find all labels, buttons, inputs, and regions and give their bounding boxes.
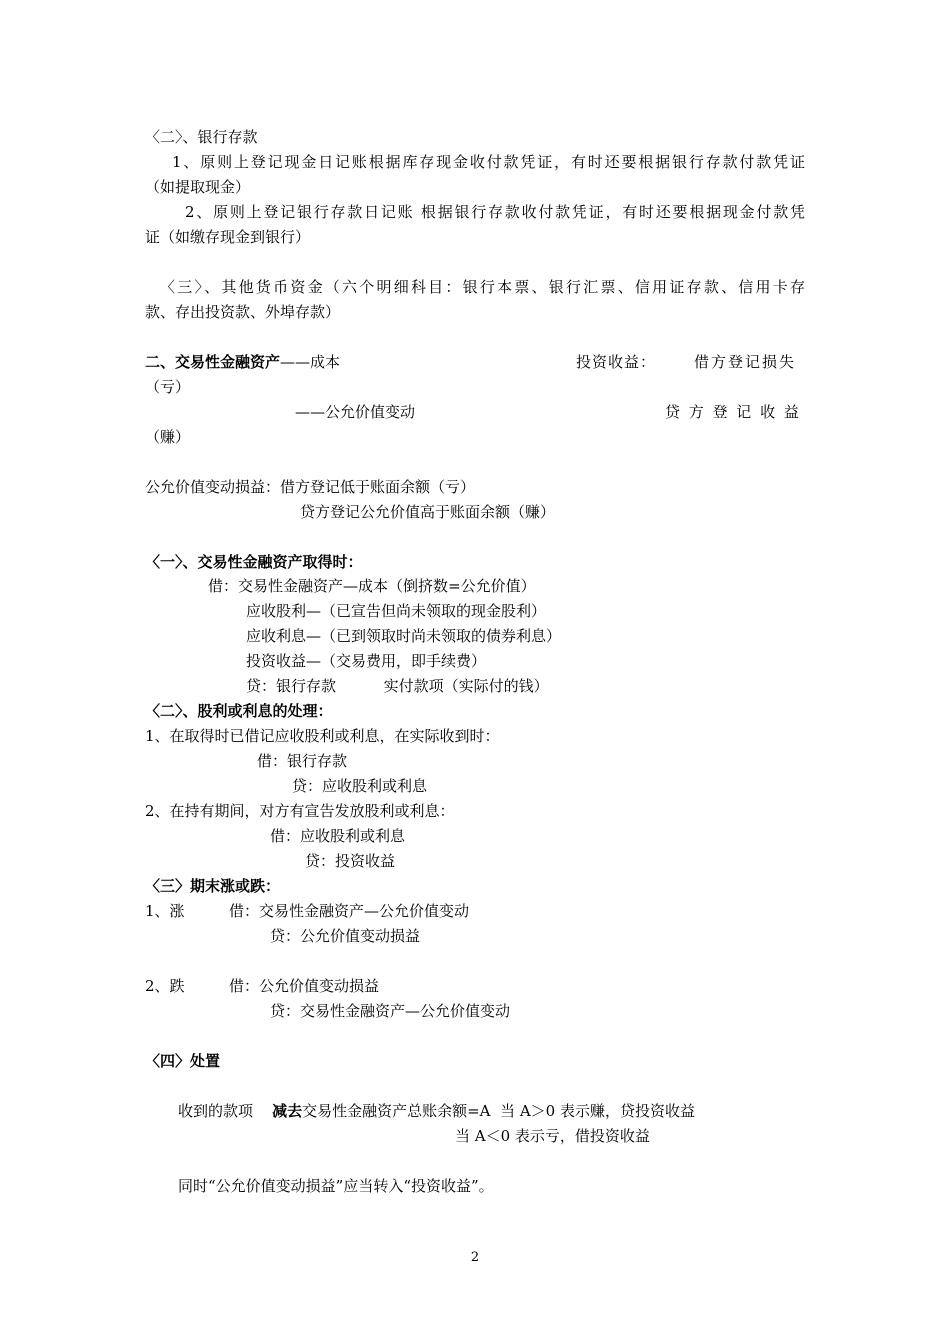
acquisition-credit-bank: 贷：银行存款 实付款项（实际付的钱） [246, 677, 549, 695]
fv-gain-loss-credit: 贷方登记公允价值高于账面余额（赚） [300, 503, 556, 521]
acquisition-debit-cost: 借：交易性金融资产—成本（倒挤数=公允价值） [208, 577, 536, 595]
disposal-formula-text: 交易性金融资产总账余额=A 当 A＞0 表示赚，贷投资收益 [302, 1102, 695, 1120]
investment-income-credit: 贷 方 登 记 收 益 [665, 403, 801, 421]
disposal-formula-loss: 当 A＜0 表示亏，借投资收益 [455, 1127, 650, 1145]
period-end-heading: 〈三〉期末涨或跌： [145, 877, 281, 895]
acquisition-interest-receivable: 应收利息—（已到领取时尚未领取的债券利息） [246, 627, 562, 645]
bank-deposit-paragraph-1-wrap: （如提取现金） [145, 178, 251, 196]
dividends-item-2: 2、在持有期间，对方有宣告发放股利或利息： [145, 802, 455, 820]
investment-income-label: 投资收益： [576, 353, 657, 371]
bank-deposit-paragraph-2: 2、原则上登记银行存款日记账 根据银行存款收付款凭证，有时还要根据现金付款凭 [185, 203, 805, 221]
other-funds-paragraph: 〈三〉、其他货币资金（六个明细科目：银行本票、银行汇票、信用证存款、信用卡存 [160, 278, 805, 296]
bank-deposit-heading: 〈二〉、银行存款 [145, 128, 258, 146]
fair-value-change-line: ——公允价值变动 [295, 403, 416, 421]
disposal-heading: 〈四〉处置 [145, 1052, 221, 1070]
page-number: 2 [470, 1250, 480, 1265]
section-2-title-bold: 二、交易性金融资产 [145, 353, 281, 371]
rise-label: 1、涨 [145, 902, 185, 920]
dividends-item-1-credit: 贷：应收股利或利息 [292, 777, 428, 795]
other-funds-paragraph-wrap: 款、存出投资款、外埠存款） [145, 303, 341, 321]
investment-income-debit-wrap: （亏） [145, 378, 191, 396]
disposal-formula [178, 1101, 695, 1121]
fv-gain-loss-debit: 公允价值变动损益：借方登记低于账面余额（亏） [145, 478, 476, 496]
dividends-item-2-debit: 借：应收股利或利息 [270, 827, 406, 845]
investment-income-debit: 借方登记损失 [694, 353, 797, 371]
bank-deposit-paragraph-1: 1、原则上登记现金日记账根据库存现金收付款凭证，有时还要根据银行存款付款凭证 [172, 153, 805, 171]
acquisition-investment-income: 投资收益—（交易费用，即手续费） [246, 652, 487, 670]
dividends-item-1: 1、在取得时已借记应收股利或利息，在实际收到时： [145, 727, 500, 745]
bank-deposit-paragraph-2-wrap: 证（如缴存现金到银行） [145, 228, 311, 246]
dividends-item-2-credit: 贷：投资收益 [305, 852, 396, 870]
dividends-item-1-debit: 借：银行存款 [257, 752, 348, 770]
disposal-received: 收到的款项 [178, 1102, 254, 1120]
section-2-title-rest: ——成本 [280, 353, 341, 371]
fall-debit: 借：公允价值变动损益 [229, 977, 380, 995]
section-2-title [145, 352, 340, 372]
fall-credit: 贷：交易性金融资产—公允价值变动 [270, 1002, 511, 1020]
dividends-heading: 〈二〉、股利或利息的处理： [145, 702, 333, 720]
investment-income-credit-wrap: （赚） [145, 428, 191, 446]
fall-label: 2、跌 [145, 977, 185, 995]
acquisition-heading: 〈一〉、交易性金融资产取得时： [145, 553, 363, 571]
rise-credit: 贷：公允价值变动损益 [270, 927, 421, 945]
rise-debit: 借：交易性金融资产—公允价值变动 [229, 902, 470, 920]
acquisition-dividend-receivable: 应收股利—（已宣告但尚未领取的现金股利） [246, 602, 547, 620]
disposal-transfer-note: 同时“公允价值变动损益”应当转入“投资收益”。 [178, 1177, 494, 1195]
disposal-minus: 减去 [272, 1102, 303, 1120]
